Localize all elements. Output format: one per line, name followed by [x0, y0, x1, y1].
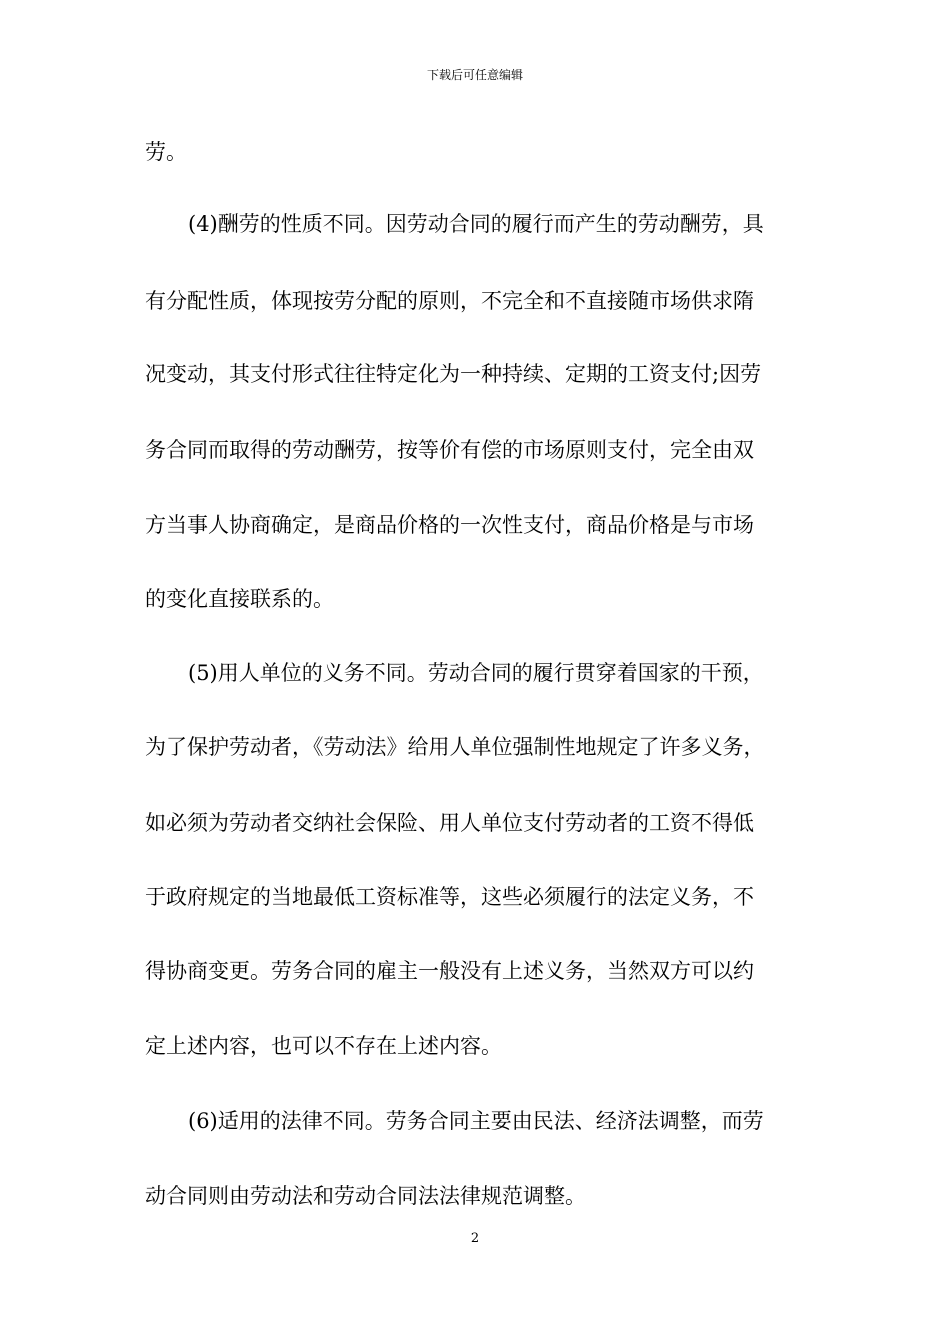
body-line: (6)适用的法律不同。劳务合同主要由民法、经济法调整，而劳	[188, 1109, 764, 1133]
body-line: 定上述内容，也可以不存在上述内容。	[145, 1034, 502, 1058]
body-line: 有分配性质，体现按劳分配的原则，不完全和不直接随市场供求隋	[145, 289, 754, 313]
body-line: 得协商变更。劳务合同的雇主一般没有上述义务，当然双方可以约	[145, 959, 754, 983]
body-line: 为了保护劳动者，《劳动法》给用人单位强制性地规定了许多义务，	[145, 735, 765, 759]
body-line: 如必须为劳动者交纳社会保险、用人单位支付劳动者的工资不得低	[145, 811, 754, 835]
body-line: (4)酬劳的性质不同。因劳动合同的履行而产生的劳动酬劳，具	[188, 212, 764, 236]
page-number: 2	[470, 1231, 480, 1246]
body-line: 于政府规定的当地最低工资标准等，这些必须履行的法定义务，不	[145, 885, 754, 909]
body-line: 劳。	[145, 140, 187, 164]
body-line: 况变动，其支付形式往往特定化为一种持续、定期的工资支付;因劳	[145, 362, 762, 386]
body-line: 务合同而取得的劳动酬劳，按等价有偿的市场原则支付，完全由双	[145, 438, 754, 462]
body-line: 方当事人协商确定，是商品价格的一次性支付，商品价格是与市场	[145, 513, 754, 537]
body-line: (5)用人单位的义务不同。劳动合同的履行贯穿着国家的干预，	[188, 661, 764, 685]
body-line: 动合同则由劳动法和劳动合同法法律规范调整。	[145, 1184, 586, 1208]
page-header: 下载后可任意编辑	[426, 68, 523, 82]
body-line: 的变化直接联系的。	[145, 587, 334, 611]
